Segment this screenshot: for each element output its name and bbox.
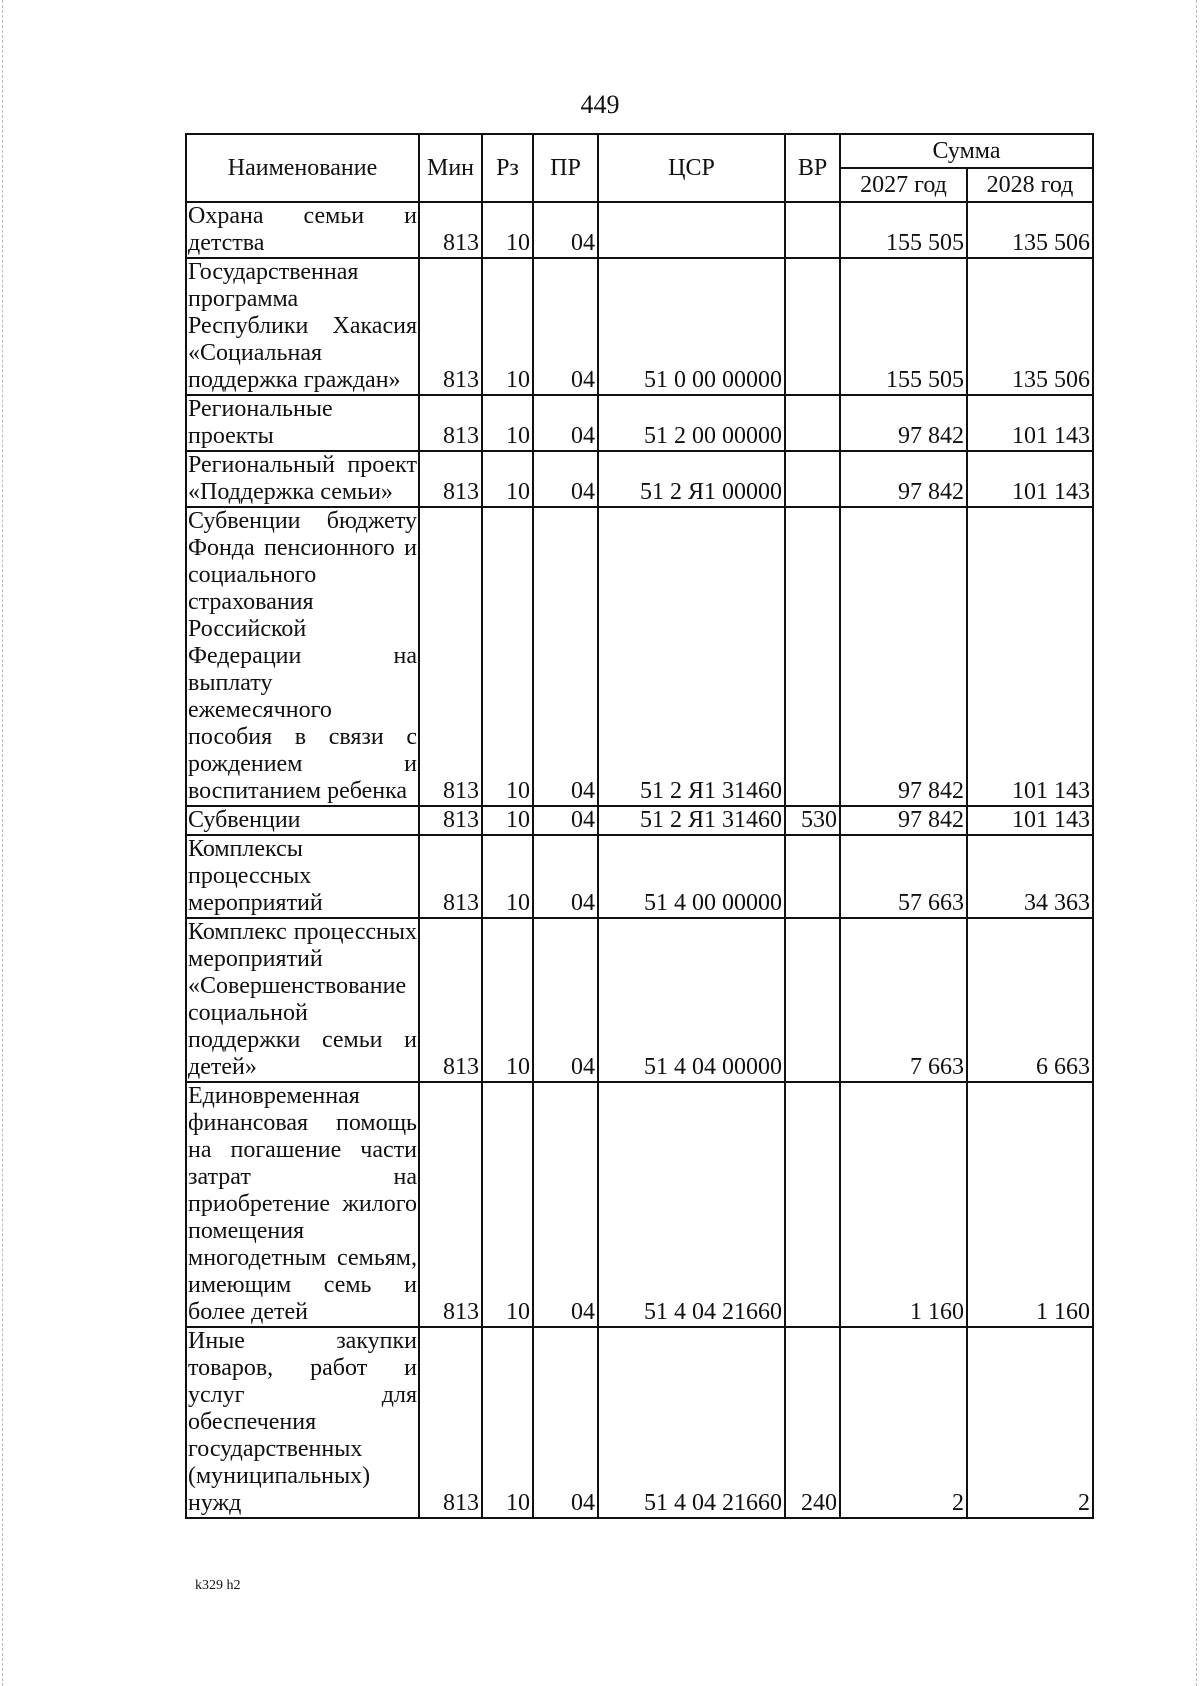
table-row bbox=[186, 918, 1093, 1082]
cell-rz: 10 bbox=[482, 395, 533, 451]
cell-vr bbox=[785, 202, 840, 258]
cell-min: 813 bbox=[419, 507, 482, 806]
col-header-pr: ПР bbox=[533, 134, 598, 202]
cell-rz: 10 bbox=[482, 806, 533, 835]
cell-2028: 101 143 bbox=[967, 507, 1093, 806]
table-row bbox=[186, 451, 1093, 507]
cell-min: 813 bbox=[419, 1082, 482, 1327]
cell-pr: 04 bbox=[533, 918, 598, 1082]
cell-rz: 10 bbox=[482, 258, 533, 395]
cell-2027: 1 160 bbox=[840, 1082, 967, 1327]
cell-rz: 10 bbox=[482, 202, 533, 258]
cell-2028: 135 506 bbox=[967, 258, 1093, 395]
cell-2028: 101 143 bbox=[967, 395, 1093, 451]
cell-pr: 04 bbox=[533, 451, 598, 507]
cell-min: 813 bbox=[419, 202, 482, 258]
cell-name: Субвенции бюджету Фонда пенсионного и социального страхования Российской Федерации на выплату ежемесячного пособия в связи с рождением и воспитанием ребенка bbox=[188, 508, 417, 804]
cell-csr: 51 2 Я1 00000 bbox=[598, 451, 785, 507]
cell-2027: 57 663 bbox=[840, 835, 967, 918]
cell-2027: 97 842 bbox=[840, 507, 967, 806]
cell-pr: 04 bbox=[533, 395, 598, 451]
page-number: 449 bbox=[580, 90, 620, 119]
cell-vr bbox=[785, 258, 840, 395]
table-row bbox=[186, 806, 1093, 835]
cell-2028: 101 143 bbox=[967, 806, 1093, 835]
cell-name: Охрана семьи и детства bbox=[188, 203, 417, 256]
cell-pr: 04 bbox=[533, 258, 598, 395]
cell-vr bbox=[785, 451, 840, 507]
cell-min: 813 bbox=[419, 258, 482, 395]
cell-name: Региональные проекты bbox=[186, 395, 419, 451]
cell-csr: 51 4 04 21660 bbox=[598, 1082, 785, 1327]
cell-vr bbox=[785, 918, 840, 1082]
cell-pr: 04 bbox=[533, 1327, 598, 1518]
cell-csr: 51 4 04 21660 bbox=[598, 1327, 785, 1518]
cell-2028: 101 143 bbox=[967, 451, 1093, 507]
cell-2027: 97 842 bbox=[840, 451, 967, 507]
cell-vr bbox=[785, 395, 840, 451]
cell-vr bbox=[785, 835, 840, 918]
cell-rz: 10 bbox=[482, 507, 533, 806]
cell-csr: 51 2 00 00000 bbox=[598, 395, 785, 451]
cell-min: 813 bbox=[419, 918, 482, 1082]
cell-name: Государственная программа Республики Хакасия «Социальная поддержка граждан» bbox=[188, 259, 417, 393]
cell-rz: 10 bbox=[482, 1327, 533, 1518]
cell-name: Комплекс процессных мероприятий «Совершенствование социальной поддержки семьи и детей» bbox=[188, 919, 417, 1080]
table-row bbox=[186, 1327, 1093, 1518]
scan-edge-left bbox=[2, 0, 3, 1686]
cell-pr: 04 bbox=[533, 1082, 598, 1327]
scan-edge-right bbox=[1196, 0, 1197, 1686]
cell-name: Комплексы процессных мероприятий bbox=[186, 835, 419, 918]
table-row bbox=[186, 202, 1093, 258]
table-row bbox=[186, 1082, 1093, 1327]
cell-2028: 1 160 bbox=[967, 1082, 1093, 1327]
cell-pr: 04 bbox=[533, 835, 598, 918]
col-header-sum: Сумма bbox=[840, 134, 1093, 168]
cell-vr: 240 bbox=[785, 1327, 840, 1518]
cell-2027: 97 842 bbox=[840, 806, 967, 835]
table-row bbox=[186, 395, 1093, 451]
col-header-name: Наименование bbox=[186, 134, 419, 202]
cell-min: 813 bbox=[419, 835, 482, 918]
col-header-min: Мин bbox=[419, 134, 482, 202]
cell-min: 813 bbox=[419, 806, 482, 835]
cell-name: Иные закупки товаров, работ и услуг для обеспечения государственных (муниципальных) нужд bbox=[188, 1328, 417, 1516]
cell-pr: 04 bbox=[533, 507, 598, 806]
footer-code: k329 h2 bbox=[195, 1578, 241, 1593]
cell-2028: 135 506 bbox=[967, 202, 1093, 258]
cell-rz: 10 bbox=[482, 918, 533, 1082]
col-header-year-2028: 2028 год bbox=[967, 168, 1093, 202]
cell-name: Субвенции bbox=[186, 806, 419, 835]
cell-2027: 7 663 bbox=[840, 918, 967, 1082]
col-header-rz: Рз bbox=[482, 134, 533, 202]
cell-2027: 155 505 bbox=[840, 258, 967, 395]
cell-vr bbox=[785, 507, 840, 806]
budget-table bbox=[185, 133, 1094, 1519]
cell-min: 813 bbox=[419, 1327, 482, 1518]
table-row bbox=[186, 258, 1093, 395]
cell-rz: 10 bbox=[482, 1082, 533, 1327]
cell-min: 813 bbox=[419, 395, 482, 451]
cell-rz: 10 bbox=[482, 451, 533, 507]
cell-2027: 97 842 bbox=[840, 395, 967, 451]
cell-name: Региональный проект «Поддержка семьи» bbox=[188, 452, 417, 505]
cell-2028: 2 bbox=[967, 1327, 1093, 1518]
cell-min: 813 bbox=[419, 451, 482, 507]
col-header-year-2027: 2027 год bbox=[840, 168, 967, 202]
cell-2028: 34 363 bbox=[967, 835, 1093, 918]
cell-2027: 155 505 bbox=[840, 202, 967, 258]
table-row bbox=[186, 835, 1093, 918]
table-row bbox=[186, 507, 1093, 806]
cell-csr: 51 4 04 00000 bbox=[598, 918, 785, 1082]
col-header-vr: ВР bbox=[785, 134, 840, 202]
cell-pr: 04 bbox=[533, 202, 598, 258]
cell-vr: 530 bbox=[785, 806, 840, 835]
cell-vr bbox=[785, 1082, 840, 1327]
cell-csr bbox=[598, 202, 785, 258]
cell-csr: 51 4 00 00000 bbox=[598, 835, 785, 918]
cell-2028: 6 663 bbox=[967, 918, 1093, 1082]
cell-pr: 04 bbox=[533, 806, 598, 835]
cell-rz: 10 bbox=[482, 835, 533, 918]
cell-csr: 51 0 00 00000 bbox=[598, 258, 785, 395]
cell-2027: 2 bbox=[840, 1327, 967, 1518]
cell-csr: 51 2 Я1 31460 bbox=[598, 507, 785, 806]
cell-csr: 51 2 Я1 31460 bbox=[598, 806, 785, 835]
col-header-csr: ЦСР bbox=[598, 134, 785, 202]
cell-name: Единовременная финансовая помощь на погашение части затрат на приобретение жилого помещения многодетным семьям, имеющим семь и более детей bbox=[188, 1083, 417, 1325]
